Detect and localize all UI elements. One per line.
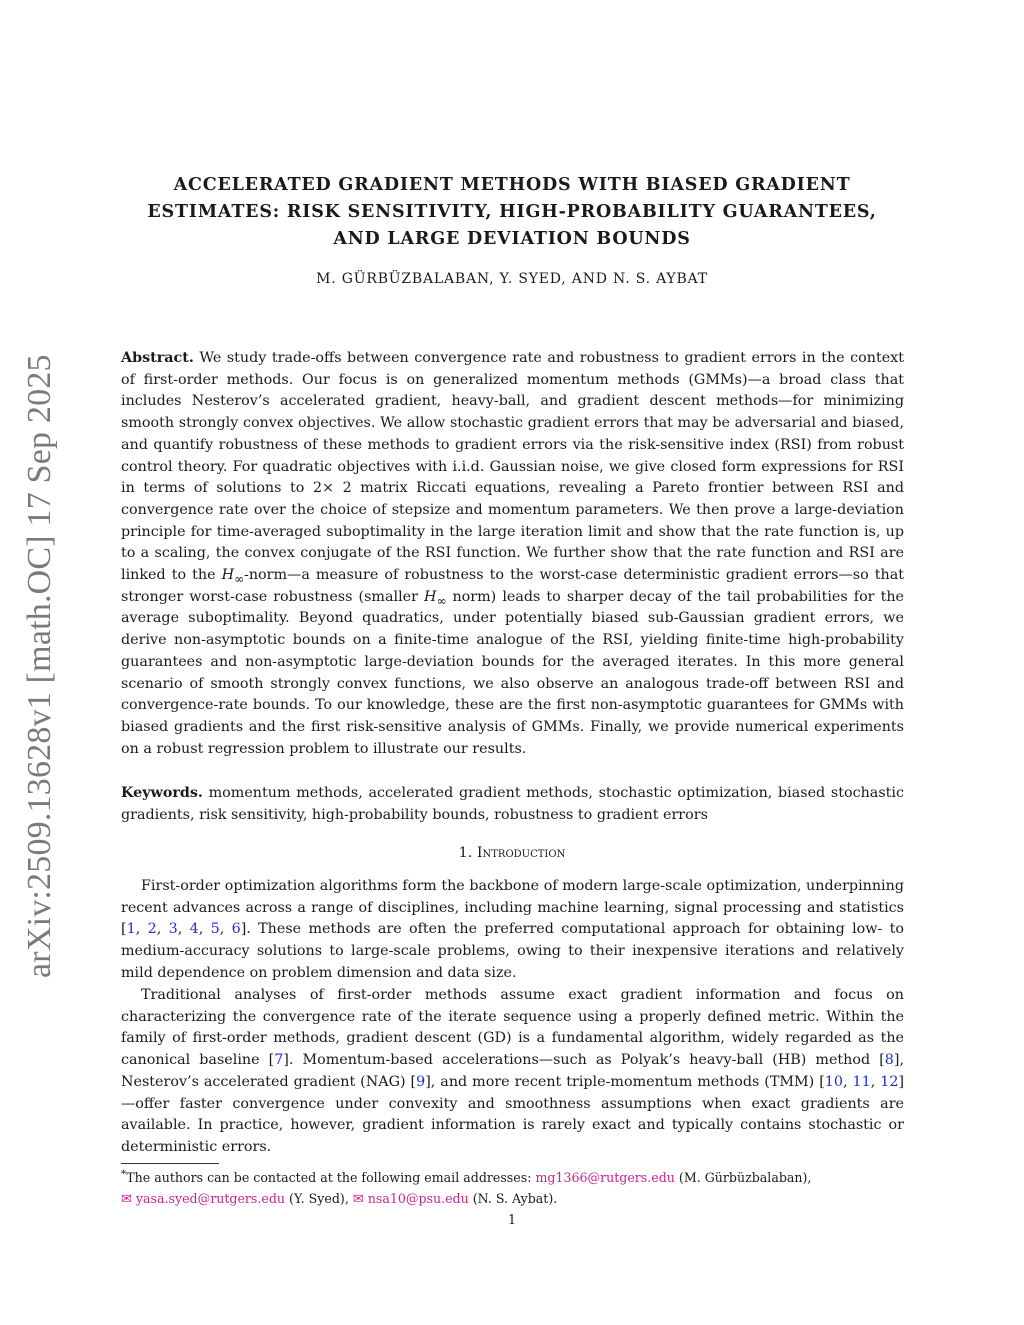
abstract-text-part-1: We study trade-offs between convergence rate and robustness to gradient errors in the context of first-order methods. Our focus is on generalized momentum methods (GMMs)—a broad class that includes Nesterov’s accelerated gradient, heavy-ball, and gradient descent methods—for minimizing smooth strongly convex objectives. We allow stochastic gradient errors that may be adversarial and biased, and quantify robustness of these methods to gradient errors via the risk-sensitive index (RSI) from robust control theory. For quadratic objectives with i.i.d. Gaussian noise, we give closed form expressions for RSI in terms of solutions to 2× 2 matrix Riccati equations, revealing a Pareto frontier between RSI and convergence rate over the choice of stepsize and momentum parameters. We then prove a large-deviation principle for time-averaged suboptimality in the large iteration limit and show that the rate function is, up to a scaling, the convex conjugate of the RSI function. We further show that the rate function and RSI are linked to the (121, 350, 904, 584)
infinity-subscript: ∞ (234, 571, 244, 586)
citation-link-3[interactable]: 3 (168, 921, 178, 938)
citation-link-10[interactable]: 10 (824, 1073, 843, 1090)
intro-p2-text-4: ], and more recent triple-momentum methods (TMM) [ (425, 1073, 825, 1090)
title-line-3: AND LARGE DEVIATION BOUNDS (333, 229, 691, 249)
intro-p2-text-3: ], Nesterov’s accelerated gradient (NAG) [ (121, 1052, 905, 1090)
footnote (121, 1167, 904, 1210)
keywords-label: Keywords. (121, 785, 203, 801)
citation-link-6[interactable]: 6 (231, 921, 241, 938)
citation-link-11[interactable]: 11 (852, 1073, 871, 1090)
footnote-text-3: (Y. Syed), (285, 1191, 353, 1206)
citation-link-7[interactable]: 7 (274, 1052, 284, 1069)
footnote-mark: * (121, 1167, 127, 1180)
envelope-icon: ✉ (121, 1192, 132, 1207)
abstract-text-part-3: norm) leads to sharper decay of the tail probabilities for the average suboptimality. Beyond quadratics, under potentially biased sub-Gaussian gradient errors, we derive non-asymptotic bounds on a finite-time analogue of the RSI, yielding finite-time high-probability guarantees and non-asymptotic large-deviation bounds for the averaged iterates. In this more general scenario of smooth strongly convex functions, we also observe an analogous trade-off between RSI and convergence-rate bounds. To our knowledge, these are the first non-asymptotic guarantees for GMMs with biased gradients and the first risk-sensitive analysis of GMMs. Finally, we provide numerical experiments on a robust regression problem to illustrate our results. (121, 588, 904, 757)
abstract-label: Abstract. (121, 350, 194, 366)
intro-paragraph-2: Traditional analyses of first-order methods assume exact gradient information and focus on characterizing the convergence rate of the iterate sequence using a properly defined metric. Within the family of first-order methods, gradient descent (GD) is a fundamental algorithm, widely regarded as the canonical baseline [7]. Momentum-based accelerations—such as Polyak’s heavy-ball (HB) method [8], Nesterov’s accelerated gradient (NAG) [9], and more recent triple-momentum methods (TMM) [10, 11, 12]—offer faster convergence under convexity and smoothness assumptions when exact gradients are available. In practice, however, gradient information is rarely exact and typically contains stochastic or deterministic errors. (121, 987, 905, 1155)
paper-title (110, 172, 914, 253)
envelope-icon-2: ✉ (352, 1192, 364, 1207)
author-list: M. GÜRBÜZBALABAN, Y. SYED, AND N. S. AYBAT (316, 271, 708, 287)
title-line-2: ESTIMATES: RISK SENSITIVITY, HIGH-PROBABILITY GUARANTEES, (147, 202, 877, 222)
footnote-text-1: The authors can be contacted at the following email addresses: (126, 1170, 536, 1185)
abstract-text-part-2: -norm—a measure of robustness to the worst-case deterministic gradient errors—so that stronger worst-case robustness (smaller (121, 567, 904, 605)
abstract (121, 348, 904, 760)
section-heading-introduction (110, 845, 914, 861)
keywords (121, 783, 904, 826)
citation-link-5[interactable]: 5 (210, 921, 220, 938)
intro-p2-text-2: ]. Momentum-based accelerations—such as Polyak’s heavy-ball (HB) method [ (283, 1052, 885, 1069)
footnote-divider (121, 1163, 219, 1164)
arxiv-identifier-stamp: arXiv:2509.13628v1 [math.OC] 17 Sep 2025 (21, 354, 58, 978)
intro-p2-text-1: Traditional analyses of first-order methods assume exact gradient information and focus on characterizing the convergence rate of the iterate sequence using a properly defined metric. Within the family of first-order methods, gradient descent (GD) is a fundamental algorithm, widely regarded as the canonical baseline [ (121, 987, 904, 1069)
h-infinity-symbol-2: H (424, 588, 437, 605)
intro-paragraph-1: First-order optimization algorithms form the backbone of modern large-scale optimization, underpinning recent advances across a range of disciplines, including machine learning, signal processing and statistics [1, 2, 3, 4, 5, 6]. These methods are often the preferred computational approach for obtaining low- to medium-accuracy solutions to large-scale problems, owing to their inexpensive iterations and relatively mild dependence on problem dimension and data size. (121, 878, 905, 981)
section-title: Introduction (476, 845, 566, 861)
footnote-text-4: (N. S. Aybat). (468, 1191, 558, 1206)
citation-link-2[interactable]: 2 (147, 921, 157, 938)
h-infinity-symbol: H (221, 567, 235, 584)
email-link-gurbuzbalaban[interactable]: mg1366@rutgers.edu (535, 1170, 675, 1185)
citation-link-4[interactable]: 4 (189, 921, 199, 938)
citation-link-8[interactable]: 8 (884, 1052, 894, 1069)
section-number: 1. (458, 845, 473, 861)
keywords-text: momentum methods, accelerated gradient methods, stochastic optimization, biased stochastic gradients, risk sensitivity, high-probability bounds, robustness to gradient errors (121, 785, 904, 823)
email-link-syed[interactable]: yasa.syed@rutgers.edu (135, 1191, 286, 1206)
intro-p1-text-1: First-order optimization algorithms form the backbone of modern large-scale optimization, underpinning recent advances across a range of disciplines, including machine learning, signal processing and statistics [ (121, 878, 904, 938)
intro-p1-text-2: ]. These methods are often the preferred computational approach for obtaining low- to medium-accuracy solutions to large-scale problems, owing to their inexpensive iterations and relatively mild dependence on problem dimension and data size. (121, 921, 905, 981)
intro-p2-text-5: ]—offer faster convergence under convexity and smoothness assumptions when exact gradients are available. In practice, however, gradient information is rarely exact and typically contains stochastic or deterministic errors. (121, 1073, 905, 1155)
citation-link-12[interactable]: 12 (880, 1073, 899, 1090)
citation-link-9[interactable]: 9 (416, 1073, 426, 1090)
page-number: 1 (507, 1212, 516, 1227)
email-link-aybat[interactable]: nsa10@psu.edu (367, 1191, 469, 1206)
citation-link-1[interactable]: 1 (126, 921, 136, 938)
infinity-subscript-2: ∞ (436, 593, 447, 608)
footnote-text-2: (M. Gürbüzbalaban), (674, 1170, 812, 1185)
title-line-1: ACCELERATED GRADIENT METHODS WITH BIASED GRADIENT (173, 175, 851, 195)
